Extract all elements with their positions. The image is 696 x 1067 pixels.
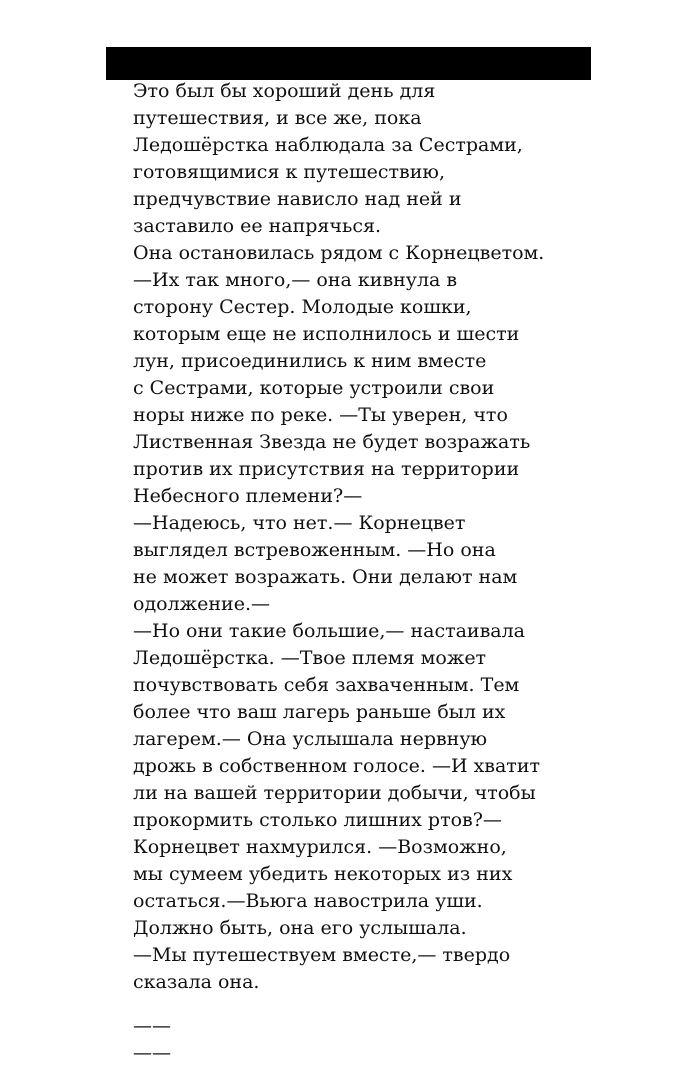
- text-line: Это был бы хороший день для: [133, 80, 436, 102]
- text-line: которым еще не исполнилось и шести: [133, 323, 520, 345]
- cut-off-glyphs: —— ——: [133, 1015, 171, 1064]
- text-line: Ледошёрстка. —Твое племя может: [133, 647, 487, 669]
- text-line: лагерем.— Она услышала нервную: [133, 728, 488, 750]
- text-line: —Но они такие большие,— настаивала: [133, 620, 526, 642]
- text-line: Лиственная Звезда не будет возражать: [133, 431, 531, 453]
- text-line: —Надеюсь, что нет.— Корнецвет: [133, 512, 466, 534]
- text-line: Ледошёрстка наблюдала за Сестрами,: [133, 134, 523, 156]
- redaction-bar: [106, 47, 591, 80]
- text-line: предчувствие нависло над ней и: [133, 188, 462, 210]
- text-line: Должно быть, она его услышала.: [133, 917, 467, 939]
- text-line: Она остановилась рядом с Корнецветом.: [133, 242, 545, 264]
- text-line: Корнецвет нахмурился. —Возможно,: [133, 836, 507, 858]
- text-line: одолжение.—: [133, 593, 270, 615]
- text-line: остаться.—Вьюга навострила уши.: [133, 890, 483, 912]
- text-line: не может возражать. Они делают нам: [133, 566, 518, 588]
- cut-off-text-line: [133, 1014, 213, 1064]
- text-line: сторону Сестер. Молодые кошки,: [133, 296, 472, 318]
- text-line: —Их так много,— она кивнула в: [133, 269, 458, 291]
- text-line: лун, присоединились к ним вместе: [133, 350, 487, 372]
- text-line: выглядел встревоженным. —Но она: [133, 539, 496, 561]
- text-line: норы ниже по реке. —Ты уверен, что: [133, 404, 508, 426]
- text-line: сказала она.: [133, 971, 260, 993]
- book-page-text: [133, 78, 573, 996]
- text-line: —Мы путешествуем вместе,— твердо: [133, 944, 511, 966]
- text-line: против их присутствия на территории: [133, 458, 520, 480]
- text-line: почувствовать себя захваченным. Тем: [133, 674, 520, 696]
- text-line: с Сестрами, которые устроили свои: [133, 377, 495, 399]
- text-line: мы сумеем убедить некоторых из них: [133, 863, 513, 885]
- text-line: готовящимися к путешествию,: [133, 161, 445, 183]
- text-line: заставило ее напрячься.: [133, 215, 381, 237]
- text-line: Небесного племени?—: [133, 485, 363, 507]
- text-line: ли на вашей территории добычи, чтобы: [133, 782, 536, 804]
- text-line: более что ваш лагерь раньше был их: [133, 701, 506, 723]
- text-line: путешествия, и все же, пока: [133, 107, 422, 129]
- text-line: дрожь в собственном голосе. —И хватит: [133, 755, 540, 777]
- text-line: прокормить столько лишних ртов?—: [133, 809, 502, 831]
